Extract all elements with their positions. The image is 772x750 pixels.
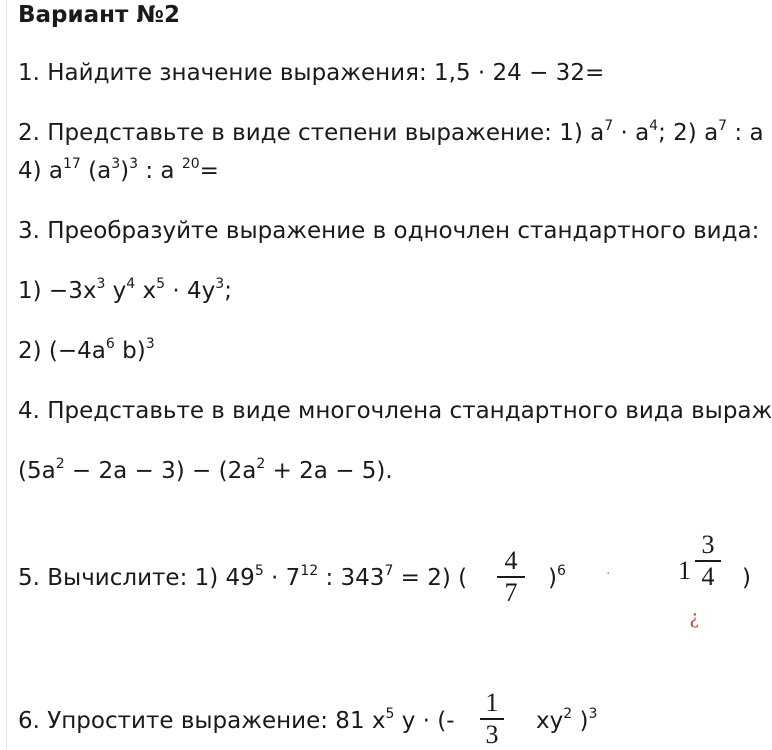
task-5: 5. Вычислите: 1) $49^5 \cdot 7^{12}$ : $343^7 = 2$) ( — [18, 563, 468, 591]
task-2-line-1: 2. Представьте в виде степени выражение: 1) $a^7 \cdot a^4$; 2) $a^7$ : a — [18, 118, 764, 146]
task-5-fraction-3-4: 3 4 — [695, 532, 721, 590]
task-4: 4. Представьте в виде многочлена стандартного вида выраж — [18, 398, 772, 424]
task-5-end: ) — [742, 565, 751, 591]
task-4-expression: $(5a^2 - 2a - 3) - (2a^2 + 2a - 5)$. — [18, 456, 393, 484]
margin-line — [6, 0, 7, 750]
task-5-mixed-whole: 1 — [678, 556, 691, 585]
task-3-item-1: $1) -3x^3$ $y^4$ $x^5 \cdot 4y^3$; — [18, 276, 232, 304]
task-5-fraction-4-7: 4 7 — [497, 548, 525, 606]
task-6: 6. Упростите выражение: 81 $x^5$ y · (- — [18, 706, 455, 734]
variant-title: Вариант №2 — [18, 2, 181, 28]
task-6-tail: $xy^2$ )$^3$ — [536, 706, 598, 734]
task-5-power: )$^6$ — [548, 563, 566, 591]
question-mark-glyph: ¿ — [690, 606, 699, 628]
task-5-dot: · — [606, 566, 611, 582]
task-1: 1. Найдите значение выражения: 1,5 · 24 − 32= — [18, 60, 605, 86]
task-2-line-2: 4) $a^{17}$ $(a^3)^3$ : a $^{20}$= — [18, 156, 219, 184]
task-3-item-2: 2) ($-4a^6$ b)$^3$ — [18, 336, 155, 364]
task-3: 3. Преобразуйте выражение в одночлен стандартного вида: — [18, 218, 760, 244]
task-6-fraction-1-3: 1 3 — [480, 690, 504, 748]
